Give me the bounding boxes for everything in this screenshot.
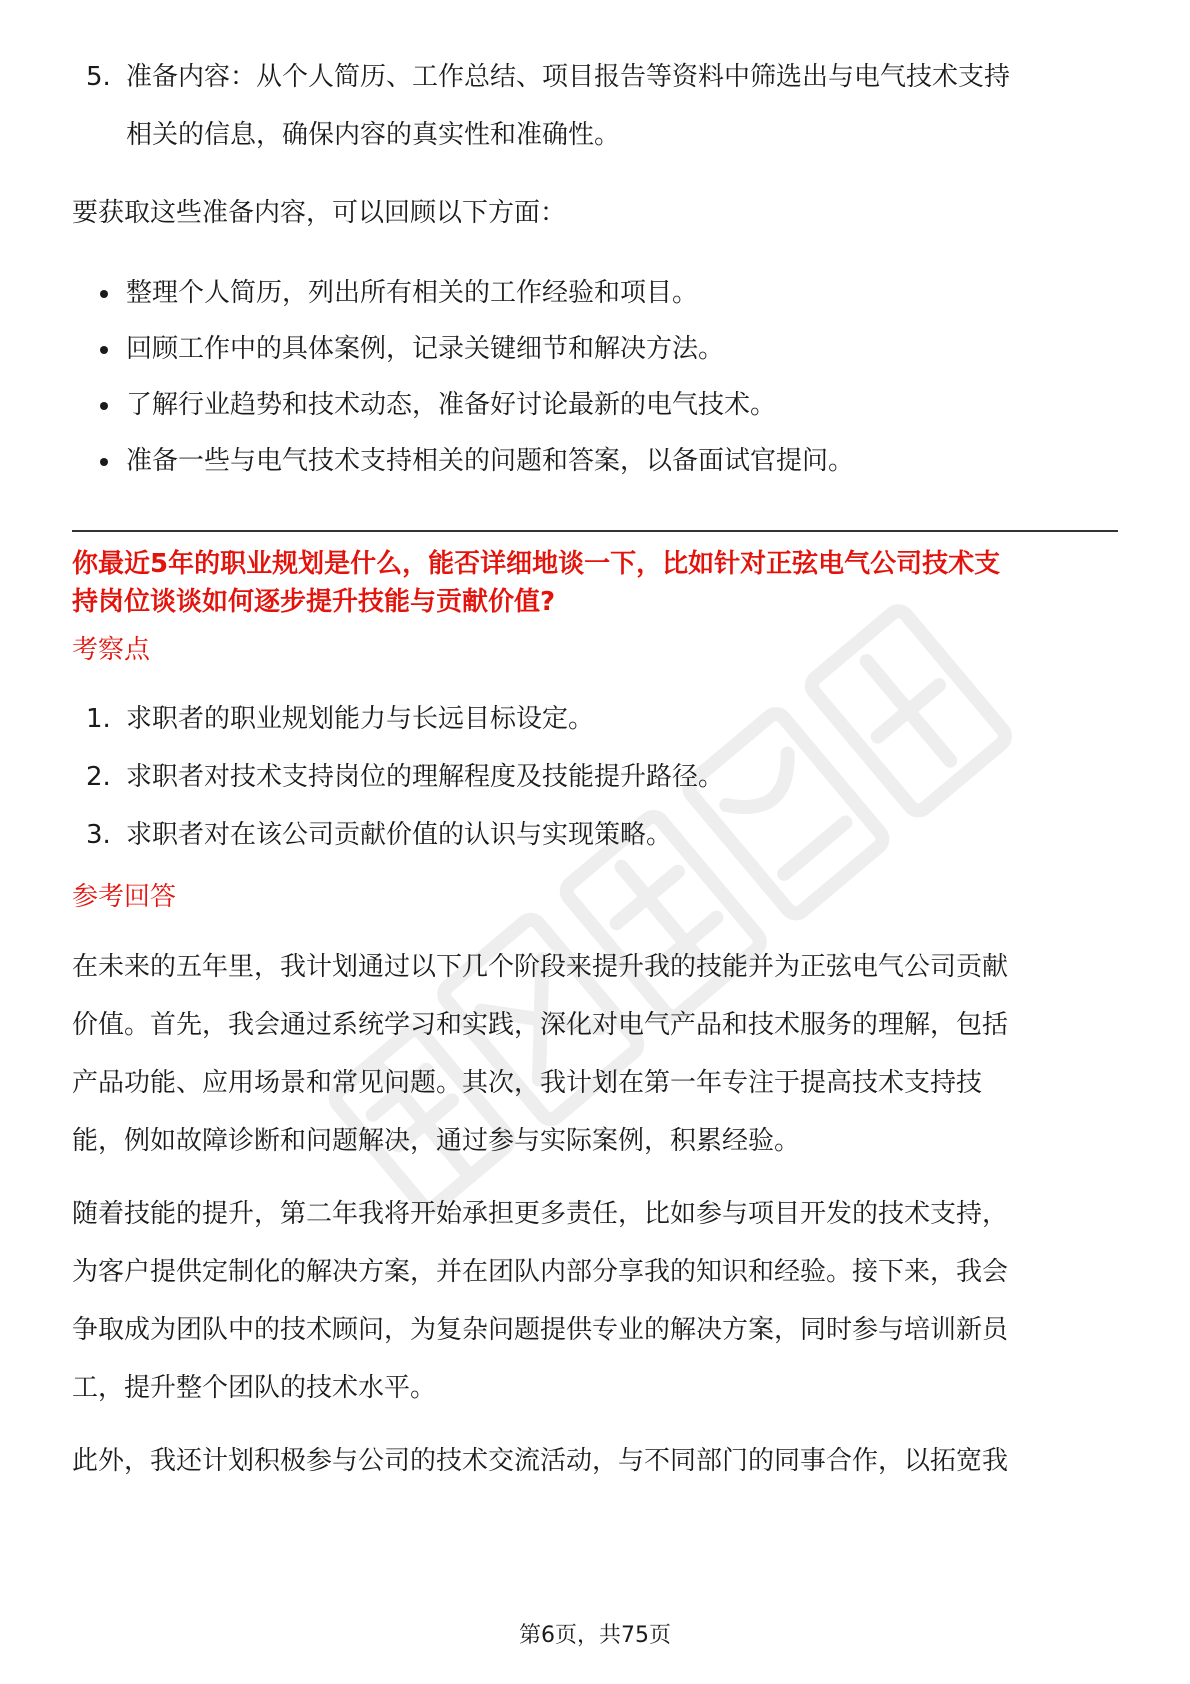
list-item — [72, 806, 1118, 864]
paragraph-line: 此外，我还计划积极参与公司的技术交流活动，与不同部门的同事合作，以拓宽我 — [72, 1446, 1009, 1476]
list-item — [72, 48, 1118, 164]
list-item-text: 求职者对在该公司贡献价值的认识与实现策略。 — [126, 820, 673, 850]
section-divider — [72, 530, 1118, 532]
paragraph-line: 随着技能的提升，第二年我将开始承担更多责任，比如参与项目开发的技术支持， — [72, 1199, 1009, 1229]
question-heading — [72, 545, 1118, 621]
list-number: 5. — [86, 62, 111, 92]
list-item — [72, 690, 1118, 748]
paragraph-line: 工，提升整个团队的技术水平。 — [72, 1373, 437, 1403]
list-item-text: 求职者的职业规划能力与长远目标设定。 — [126, 704, 595, 734]
paragraph-line: 争取成为团队中的技术顾问，为复杂问题提供专业的解决方案，同时参与培训新员 — [72, 1315, 1009, 1345]
paragraph-line: 为客户提供定制化的解决方案，并在团队内部分享我的知识和经验。接下来，我会 — [72, 1257, 1009, 1287]
list-number: 2. — [86, 762, 111, 792]
list-number: 1. — [86, 704, 111, 734]
bullet-list — [72, 265, 1118, 489]
bullet-item: 整理个人简历，列出所有相关的工作经验和项目。 — [72, 265, 1118, 321]
paragraph-line: 价值。首先，我会通过系统学习和实践，深化对电气产品和技术服务的理解，包括 — [72, 1010, 1009, 1040]
paragraph-line: 能，例如故障诊断和问题解决，通过参与实际案例，积累经验。 — [72, 1126, 801, 1156]
lead-in-text: 要获取这些准备内容，可以回顾以下方面： — [72, 198, 567, 228]
answer-heading: 参考回答 — [72, 882, 177, 912]
points-heading: 考察点 — [72, 635, 151, 665]
paragraph-line: 产品功能、应用场景和常见问题。其次，我计划在第一年专注于提高技术支持技 — [72, 1068, 983, 1098]
answer-paragraph — [72, 938, 1118, 1170]
bullet-item: 准备一些与电气技术支持相关的问题和答案，以备面试官提问。 — [72, 433, 1118, 489]
list-item-text: 求职者对技术支持岗位的理解程度及技能提升路径。 — [126, 762, 725, 792]
list-number: 3. — [86, 820, 111, 850]
bullet-item: 了解行业趋势和技术动态，准备好讨论最新的电气技术。 — [72, 377, 1118, 433]
question-line: 持岗位谈谈如何逐步提升技能与贡献价值? — [72, 587, 556, 617]
bullet-item: 回顾工作中的具体案例，记录关键细节和解决方法。 — [72, 321, 1118, 377]
answer-paragraph — [72, 1185, 1118, 1417]
points-list — [72, 690, 1118, 864]
question-line: 你最近5年的职业规划是什么，能否详细地谈一下，比如针对正弦电气公司技术支 — [72, 549, 1001, 579]
answer-paragraph — [72, 1432, 1118, 1490]
page-footer: 第6页，共75页 — [519, 1623, 671, 1648]
paragraph-line: 在未来的五年里，我计划通过以下几个阶段来提升我的技能并为正弦电气公司贡献 — [72, 952, 1009, 982]
list-item-text-line: 准备内容：从个人简历、工作总结、项目报告等资料中筛选出与电气技术支持 — [126, 62, 1011, 92]
intro-numbered-list — [72, 48, 1118, 164]
list-item — [72, 748, 1118, 806]
list-item-text-line: 相关的信息，确保内容的真实性和准确性。 — [126, 120, 621, 150]
